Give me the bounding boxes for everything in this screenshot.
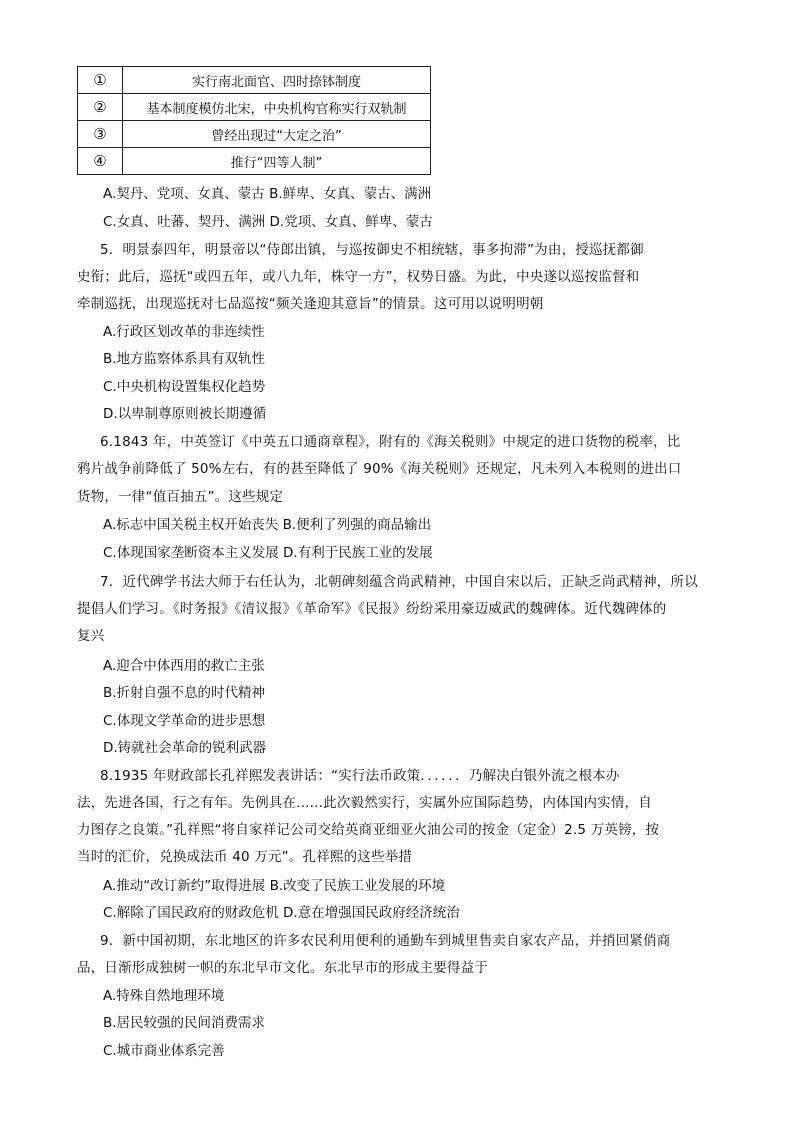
row-number: ③: [78, 121, 123, 148]
row-text: 推行“四等人制”: [123, 148, 431, 175]
q7-option-b: B.折射自强不息的时代精神: [103, 685, 266, 701]
q8-stem-line: 当时的汇价，兑换成法币 40 万元”。孔祥熙的这些举措: [77, 849, 413, 865]
row-text: 实行南北面官、四时捺钵制度: [123, 67, 431, 94]
q6-stem-line: 鸦片战争前降低了 50%左右，有的甚至降低了 90%《海关税则》还规定，凡未列入本税则的进出口: [77, 461, 682, 477]
q9-stem-line: 品，日渐形成独树一帜的东北早市文化。东北早市的形成主要得益于: [77, 960, 488, 976]
q4-options-ab: A.契丹、党项、女真、蒙古 B.鲜卑、女真、蒙古、满洲: [103, 186, 432, 202]
q5-option-d: D.以卑制尊原则被长期遵循: [103, 406, 267, 422]
q9-option-c: C.城市商业体系完善: [103, 1043, 225, 1059]
q4-options-cd: C.女真、吐蕃、契丹、满洲 D.党项、女真、鲜卑、蒙古: [103, 214, 433, 230]
q5-option-b: B.地方监察体系具有双轨性: [103, 351, 266, 367]
table-row: [78, 148, 431, 175]
q7-option-c: C.体现文学革命的进步思想: [103, 713, 266, 729]
q8-stem-line: 法，先进各国，行之有年。先例具在......此次毅然实行，实属外应国际趋势，内体国内实情，自: [77, 795, 652, 811]
row-text: 曾经出现过“大定之治”: [123, 121, 431, 148]
row-number: ②: [78, 94, 123, 121]
q7-option-d: D.铸就社会革命的锐利武器: [103, 740, 267, 756]
table-row: [78, 94, 431, 121]
q6-stem-line: 货物，一律“值百抽五”。这些规定: [77, 489, 284, 505]
q8-stem-line: 力图存之良策。”孔祥熙“将自家祥记公司交给英商亚细亚火油公司的按金（定金）2.5 万英镑，按: [77, 822, 660, 838]
row-number: ④: [78, 148, 123, 175]
q7-option-a: A.迎合中体西用的救亡主张: [103, 658, 265, 674]
dynasty-feature-table: [77, 66, 431, 175]
table-row: [78, 67, 431, 94]
q7-stem-line: 7．近代碑学书法大师于右任认为，北朝碑刻蕴含尚武精神，中国自宋以后，正缺乏尚武精神，所以: [100, 574, 698, 590]
q8-options-cd: C.解除了国民政府的财政危机 D.意在增强国民政府经济统治: [103, 905, 460, 921]
q5-stem-line: 5．明景泰四年，明景帝以“侍郎出镇，与巡按御史不相统辖，事多拘滞”为由，授巡抚都御: [100, 242, 644, 258]
q6-options-cd: C.体现国家垄断资本主义发展 D.有利于民族工业的发展: [103, 545, 433, 561]
table-row: [78, 121, 431, 148]
q6-options-ab: A.标志中国关税主权开始丧失 B.便利了列强的商品输出: [103, 517, 432, 533]
q6-stem-line: 6.1843 年，中英签订《中英五口通商章程》，附有的《海关税则》中规定的进口货物的税率，比: [100, 434, 681, 450]
q5-stem-line: 牵制巡抚，出现巡抚对七品巡按“频关逢迎其意旨”的情景。这可用以说明明朝: [77, 296, 544, 312]
q5-stem-line: 史衔；此后，巡抚“或四五年，或八九年，株守一方”，权势日盛。为此，中央遂以巡按监督和: [77, 269, 640, 285]
q5-option-c: C.中央机构设置集权化趋势: [103, 379, 266, 395]
q5-option-a: A.行政区划改革的非连续性: [103, 324, 265, 340]
q8-stem-line: 8.1935 年财政部长孔祥熙发表讲话：“实行法币政策．．．．．．乃解决白银外流之根本办: [100, 768, 620, 784]
row-text: 基本制度模仿北宋，中央机构官称实行双轨制: [123, 94, 431, 121]
q7-stem-line: 复兴: [77, 628, 105, 644]
q9-stem-line: 9．新中国初期，东北地区的许多农民利用便利的通勤车到城里售卖自家农产品，并捎回紧俏商: [100, 933, 671, 949]
q9-option-a: A.特殊自然地理环境: [103, 988, 225, 1004]
q8-options-ab: A.推动“改订新约”取得进展 B.改变了民族工业发展的环境: [103, 878, 446, 894]
q7-stem-line: 提倡人们学习。《时务报》《清议报》《革命军》《民报》纷纷采用豪迈威武的魏碑体。近代魏碑体的: [77, 601, 667, 617]
q9-option-b: B.居民较强的民间消费需求: [103, 1015, 266, 1031]
row-number: ①: [78, 67, 123, 94]
